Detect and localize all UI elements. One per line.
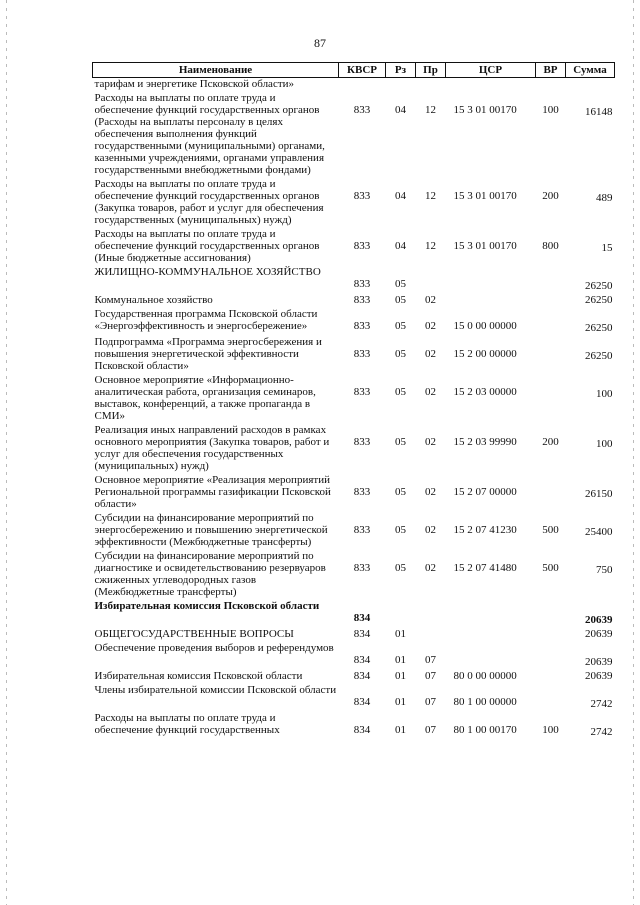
cell-rz: 05 [395, 436, 406, 448]
cell-rz: 05 [395, 524, 406, 536]
cell-sum: 26250 [585, 294, 613, 306]
cell-sum: 100 [596, 388, 613, 400]
table-row [93, 78, 615, 93]
cell-pr: 02 [425, 486, 436, 498]
cell-csr: 80 0 00 00000 [453, 670, 517, 682]
cell-csr [446, 294, 536, 308]
cell-kvsr: 833 [353, 278, 371, 290]
cell-csr [446, 266, 536, 294]
cell-vr: 100 [542, 104, 559, 116]
cell-sum: 2742 [590, 698, 613, 710]
cell-vr [536, 642, 566, 670]
cell-rz [386, 78, 416, 93]
cell-csr: 15 0 00 00000 [453, 320, 517, 332]
cell-kvsr: 833 [353, 320, 371, 332]
cell-pr: 02 [425, 562, 436, 574]
cell-kvsr: 834 [353, 654, 371, 666]
cell-pr: 02 [425, 320, 436, 332]
cell-csr: 15 2 00 00000 [453, 348, 517, 360]
cell-name: Расходы на выплаты по оплате труда и обеспечение функций государственных органов (Закупка товаров, работ и услуг для обеспечения государственных (муниципальных) нужд) [94, 178, 324, 226]
table-row [93, 294, 615, 308]
table-row [93, 374, 615, 424]
cell-csr: 80 1 00 00000 [453, 696, 517, 708]
cell-name: Обеспечение проведения выборов и референдумов [94, 642, 334, 654]
cell-csr: 15 2 03 99990 [453, 436, 517, 448]
header-pr: Пр [416, 63, 446, 78]
cell-name: ЖИЛИЩНО-КОММУНАЛЬНОЕ ХОЗЯЙСТВО [94, 266, 321, 278]
table-row [93, 424, 615, 474]
table-row [93, 550, 615, 600]
cell-pr: 12 [425, 190, 436, 202]
cell-vr: 500 [542, 524, 559, 536]
cell-kvsr: 834 [353, 670, 371, 682]
table-row [93, 512, 615, 550]
cell-name: Расходы на выплаты по оплате труда и обеспечение функций государственных [94, 712, 280, 736]
cell-kvsr: 833 [353, 524, 371, 536]
cell-kvsr: 833 [353, 486, 371, 498]
cell-kvsr: 833 [353, 348, 371, 360]
cell-pr: 07 [425, 670, 436, 682]
cell-rz [386, 600, 416, 628]
cell-vr [536, 670, 566, 684]
cell-kvsr: 833 [353, 562, 371, 574]
cell-vr [536, 78, 566, 93]
cell-sum: 26250 [585, 280, 613, 292]
page-number: 87 [314, 36, 326, 50]
cell-vr [536, 474, 566, 512]
table-header [93, 63, 615, 78]
cell-rz: 01 [395, 724, 406, 736]
cell-kvsr: 834 [353, 612, 371, 624]
cell-csr [446, 78, 536, 93]
scan-edge-right [633, 0, 634, 905]
cell-name: Подпрограмма «Программа энергосбережения и повышения энергетической эффективности Псковской области» [94, 336, 322, 372]
cell-name: Коммунальное хозяйство [94, 294, 213, 306]
cell-vr [536, 336, 566, 374]
cell-vr: 100 [542, 724, 559, 736]
cell-rz: 05 [395, 386, 406, 398]
cell-pr: 07 [425, 654, 436, 666]
cell-csr: 15 3 01 00170 [453, 240, 517, 252]
cell-csr: 15 2 03 00000 [453, 386, 517, 398]
cell-rz: 01 [395, 654, 406, 666]
cell-name: ОБЩЕГОСУДАРСТВЕННЫЕ ВОПРОСЫ [94, 628, 294, 640]
cell-kvsr: 833 [353, 240, 371, 252]
cell-rz: 05 [395, 320, 406, 332]
cell-sum: 20639 [585, 656, 613, 668]
cell-sum: 2742 [590, 726, 613, 738]
table-row [93, 628, 615, 642]
cell-pr: 02 [425, 348, 436, 360]
cell-kvsr: 833 [353, 104, 371, 116]
cell-csr: 15 3 01 00170 [453, 190, 517, 202]
cell-sum: 26250 [585, 322, 613, 334]
cell-vr [536, 600, 566, 628]
cell-csr: 80 1 00 00170 [453, 724, 517, 736]
cell-name: Избирательная комиссия Псковской области [94, 600, 320, 612]
cell-name: Субсидии на финансирование мероприятий по энергосбережению и повышению энергетической эффективности (Межбюджетные трансферты) [94, 512, 328, 548]
scan-edge-left [6, 0, 7, 905]
cell-sum [566, 78, 615, 93]
cell-vr [536, 628, 566, 642]
table-row [93, 178, 615, 228]
table-row [93, 266, 615, 294]
header-kvsr: КВСР [339, 63, 386, 78]
table-row [93, 712, 615, 740]
cell-name: Реализация иных направлений расходов в рамках основного мероприятия (Закупка товаров, работ и услуг для обеспечения государственных (муниципальных) нужд) [94, 424, 330, 472]
cell-name: тарифам и энергетике Псковской области» [94, 78, 295, 90]
cell-rz: 01 [395, 696, 406, 708]
cell-csr: 15 3 01 00170 [453, 104, 517, 116]
cell-kvsr: 834 [353, 724, 371, 736]
cell-rz: 05 [395, 486, 406, 498]
cell-rz: 05 [395, 562, 406, 574]
cell-kvsr: 834 [353, 628, 371, 640]
cell-kvsr: 833 [353, 190, 371, 202]
cell-name: Государственная программа Псковской области «Энергоэффективность и энергосбережение» [94, 308, 318, 332]
cell-csr [446, 642, 536, 670]
cell-pr: 07 [425, 696, 436, 708]
cell-pr: 12 [425, 104, 436, 116]
cell-pr: 02 [425, 524, 436, 536]
cell-vr [536, 294, 566, 308]
cell-sum: 26250 [585, 350, 613, 362]
table-row [93, 336, 615, 374]
cell-sum: 16148 [585, 106, 613, 118]
cell-pr: 02 [425, 294, 436, 306]
cell-rz: 04 [395, 104, 406, 116]
cell-csr [446, 628, 536, 642]
cell-pr [416, 628, 446, 642]
cell-csr [446, 600, 536, 628]
cell-kvsr: 833 [353, 386, 371, 398]
header-sum: Сумма [566, 63, 615, 78]
cell-sum: 15 [601, 242, 613, 254]
header-csr: ЦСР [446, 63, 536, 78]
table-row [93, 600, 615, 628]
cell-pr [416, 600, 446, 628]
cell-name: Избирательная комиссия Псковской области [94, 670, 303, 682]
table-row [93, 684, 615, 712]
cell-csr: 15 2 07 41230 [453, 524, 517, 536]
cell-kvsr: 833 [353, 436, 371, 448]
cell-sum: 25400 [585, 526, 613, 538]
cell-rz: 05 [395, 348, 406, 360]
table-row [93, 474, 615, 512]
header-rz: Рз [386, 63, 416, 78]
cell-rz: 01 [395, 628, 406, 640]
table-body [93, 78, 615, 741]
cell-vr [536, 266, 566, 294]
cell-rz: 05 [395, 278, 406, 290]
header-name: Наименование [93, 63, 339, 78]
budget-table [92, 62, 615, 740]
cell-vr [536, 684, 566, 712]
cell-name: Субсидии на финансирование мероприятий по диагностике и освидетельствованию резервуаров сжиженных углеводородных газов (Межбюджетные трансферты) [94, 550, 326, 598]
cell-sum: 750 [596, 564, 613, 576]
table-row [93, 308, 615, 336]
cell-csr: 15 2 07 00000 [453, 486, 517, 498]
cell-sum: 26150 [585, 488, 613, 500]
cell-sum: 489 [596, 192, 613, 204]
cell-name: Члены избирательной комиссии Псковской области [94, 684, 337, 696]
table-row [93, 92, 615, 178]
cell-sum: 100 [596, 438, 613, 450]
cell-kvsr [339, 78, 386, 93]
cell-sum: 20639 [585, 628, 613, 640]
cell-pr: 12 [425, 240, 436, 252]
cell-vr [536, 374, 566, 424]
cell-rz: 05 [395, 294, 406, 306]
cell-rz: 04 [395, 190, 406, 202]
cell-pr [416, 266, 446, 294]
table-row [93, 228, 615, 266]
cell-rz: 04 [395, 240, 406, 252]
cell-name: Расходы на выплаты по оплате труда и обеспечение функций государственных органов (Иные бюджетные ассигнования) [94, 228, 320, 264]
cell-kvsr: 833 [353, 294, 371, 306]
table-row [93, 670, 615, 684]
cell-vr: 500 [542, 562, 559, 574]
cell-vr: 200 [542, 190, 559, 202]
cell-name: Основное мероприятие «Реализация мероприятий Региональной программы газификации Псковской области» [94, 474, 331, 510]
cell-pr [416, 78, 446, 93]
cell-rz: 01 [395, 670, 406, 682]
cell-name: Расходы на выплаты по оплате труда и обеспечение функций государственных органов (Расходы на выплаты персоналу в целях обеспечения выполнения функций государственными (муниципальными) органами, казенными учреждениями, органами управления государственными внебюджетными фондами) [94, 92, 325, 176]
cell-pr: 02 [425, 386, 436, 398]
cell-csr: 15 2 07 41480 [453, 562, 517, 574]
cell-vr [536, 308, 566, 336]
cell-kvsr: 834 [353, 696, 371, 708]
cell-pr: 02 [425, 436, 436, 448]
cell-sum: 20639 [585, 614, 613, 626]
table-row [93, 642, 615, 670]
header-vr: ВР [536, 63, 566, 78]
cell-sum: 20639 [585, 670, 613, 682]
cell-name: Основное мероприятие «Информационно-аналитическая работа, организация семинаров, выставок, конференций, а также пропаганда в СМИ» [94, 374, 316, 422]
cell-vr: 200 [542, 436, 559, 448]
cell-pr: 07 [425, 724, 436, 736]
cell-vr: 800 [542, 240, 559, 252]
